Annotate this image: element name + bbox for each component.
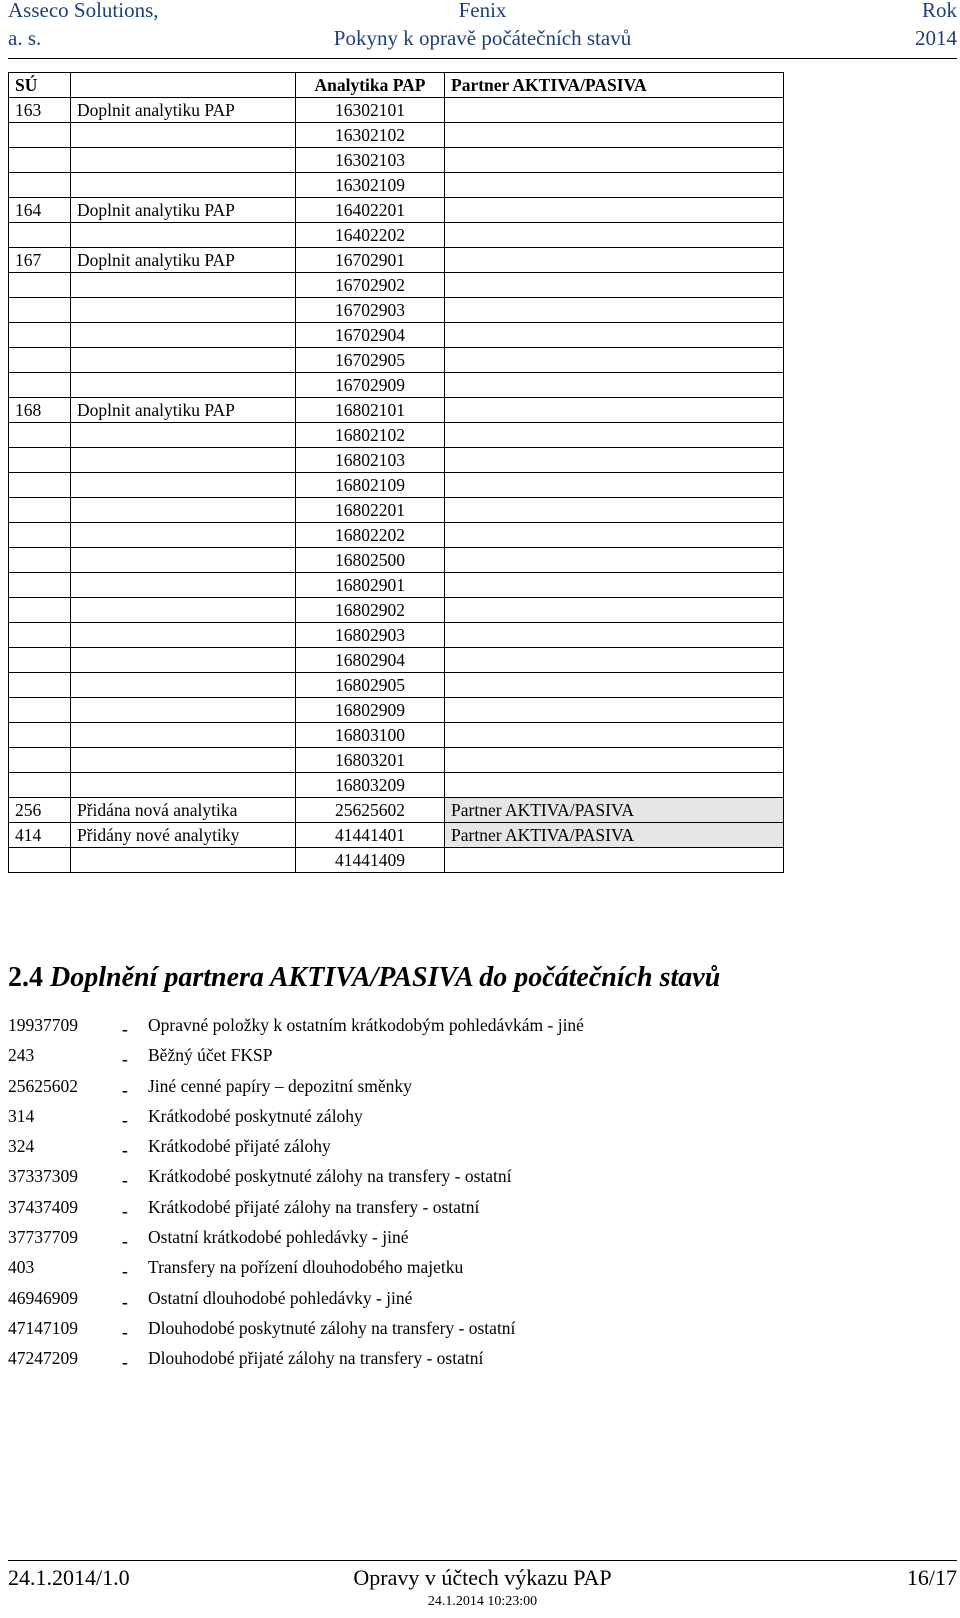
cell-partner	[445, 673, 784, 698]
account-description: Krátkodobé přijaté zálohy na transfery - ostatní	[148, 1196, 480, 1217]
table-row	[9, 673, 784, 698]
cell-analytika: 16802903	[296, 623, 445, 648]
cell-analytika: 16802905	[296, 673, 445, 698]
list-item	[8, 1227, 908, 1257]
cell-su	[9, 273, 71, 298]
company-suffix: a. s.	[8, 26, 42, 50]
column-header-partner: Partner AKTIVA/PASIVA	[445, 73, 784, 98]
cell-partner	[445, 173, 784, 198]
table-row	[9, 848, 784, 873]
account-code: 47247209	[8, 1348, 78, 1369]
cell-partner	[445, 273, 784, 298]
table-row	[9, 798, 784, 823]
cell-analytika: 16402202	[296, 223, 445, 248]
table-row	[9, 273, 784, 298]
table-row	[9, 173, 784, 198]
table-row	[9, 748, 784, 773]
cell-analytika: 41441401	[296, 823, 445, 848]
cell-analytika: 16302102	[296, 123, 445, 148]
cell-analytika: 16803201	[296, 748, 445, 773]
table-row	[9, 373, 784, 398]
cell-partner	[445, 623, 784, 648]
year-value: 2014	[915, 26, 957, 50]
cell-note	[71, 348, 296, 373]
account-code: 46946909	[8, 1287, 78, 1308]
table-header-row	[9, 73, 784, 98]
cell-partner	[445, 298, 784, 323]
table-row	[9, 448, 784, 473]
list-item	[8, 1197, 908, 1227]
cell-analytika: 16802901	[296, 573, 445, 598]
account-code: 324	[8, 1136, 35, 1157]
cell-analytika: 16702902	[296, 273, 445, 298]
cell-note	[71, 298, 296, 323]
cell-partner: Partner AKTIVA/PASIVA	[445, 823, 784, 848]
cell-partner	[445, 773, 784, 798]
cell-su	[9, 498, 71, 523]
account-code: 37437409	[8, 1196, 78, 1217]
cell-su: 163	[9, 98, 71, 123]
cell-analytika: 16702903	[296, 298, 445, 323]
cell-su	[9, 548, 71, 573]
cell-analytika: 16803100	[296, 723, 445, 748]
cell-note	[71, 273, 296, 298]
cell-partner	[445, 398, 784, 423]
cell-partner	[445, 123, 784, 148]
cell-note	[71, 573, 296, 598]
cell-partner: Partner AKTIVA/PASIVA	[445, 798, 784, 823]
cell-note: Přidána nová analytika	[71, 798, 296, 823]
cell-analytika: 16802102	[296, 423, 445, 448]
account-description: Běžný účet FKSP	[148, 1045, 273, 1066]
cell-partner	[445, 448, 784, 473]
table-row	[9, 598, 784, 623]
table-row	[9, 98, 784, 123]
dash-bullet: -	[122, 1170, 128, 1191]
cell-su	[9, 223, 71, 248]
table-row	[9, 348, 784, 373]
dash-bullet: -	[122, 1109, 128, 1130]
cell-note	[71, 848, 296, 873]
cell-note: Doplnit analytiku PAP	[71, 248, 296, 273]
account-description: Krátkodobé poskytnuté zálohy na transfery - ostatní	[148, 1166, 512, 1187]
cell-note	[71, 673, 296, 698]
cell-note	[71, 223, 296, 248]
column-header-note	[71, 73, 296, 98]
page-footer	[8, 1560, 957, 1618]
account-list	[8, 1015, 908, 1379]
cell-su: 168	[9, 398, 71, 423]
table-row	[9, 573, 784, 598]
cell-su: 414	[9, 823, 71, 848]
cell-su	[9, 623, 71, 648]
cell-su	[9, 473, 71, 498]
cell-su	[9, 523, 71, 548]
cell-su	[9, 773, 71, 798]
cell-note	[71, 448, 296, 473]
table-row	[9, 723, 784, 748]
dash-bullet: -	[122, 1200, 128, 1221]
cell-analytika: 16302109	[296, 173, 445, 198]
cell-su	[9, 173, 71, 198]
cell-note	[71, 698, 296, 723]
product-name: Fenix	[458, 0, 507, 22]
cell-note: Doplnit analytiku PAP	[71, 98, 296, 123]
cell-su	[9, 148, 71, 173]
table-row	[9, 523, 784, 548]
cell-partner	[445, 498, 784, 523]
cell-su	[9, 848, 71, 873]
cell-partner	[445, 723, 784, 748]
dash-bullet: -	[122, 1019, 128, 1039]
dash-bullet: -	[122, 1321, 128, 1342]
year-label: Rok	[921, 0, 957, 22]
cell-partner	[445, 598, 784, 623]
cell-partner	[445, 848, 784, 873]
list-item	[8, 1015, 908, 1045]
cell-note: Přidány nové analytiky	[71, 823, 296, 848]
cell-note	[71, 423, 296, 448]
list-item	[8, 1045, 908, 1075]
table-row	[9, 323, 784, 348]
cell-analytika: 16802500	[296, 548, 445, 573]
cell-su	[9, 698, 71, 723]
cell-partner	[445, 98, 784, 123]
column-header-analytika: Analytika PAP	[296, 73, 445, 98]
list-item	[8, 1166, 908, 1196]
table-row	[9, 248, 784, 273]
cell-analytika: 16802109	[296, 473, 445, 498]
cell-partner	[445, 148, 784, 173]
cell-su	[9, 298, 71, 323]
footer-timestamp: 24.1.2014 10:23:00	[427, 1594, 538, 1609]
table-row	[9, 648, 784, 673]
account-description: Jiné cenné papíry – depozitní směnky	[148, 1075, 412, 1096]
cell-note	[71, 473, 296, 498]
cell-partner	[445, 223, 784, 248]
table-row	[9, 123, 784, 148]
cell-su	[9, 648, 71, 673]
page-number: 16/17	[906, 1565, 957, 1590]
account-description: Opravné položky k ostatním krátkodobým pohledávkám - jiné	[148, 1015, 584, 1035]
cell-analytika: 16802904	[296, 648, 445, 673]
table-row	[9, 498, 784, 523]
cell-su	[9, 573, 71, 598]
cell-analytika: 16702901	[296, 248, 445, 273]
cell-note	[71, 623, 296, 648]
cell-partner	[445, 248, 784, 273]
dash-bullet: -	[122, 1291, 128, 1312]
account-description: Krátkodobé přijaté zálohy	[148, 1136, 331, 1157]
cell-analytika: 16702904	[296, 323, 445, 348]
cell-partner	[445, 348, 784, 373]
cell-analytika: 16302101	[296, 98, 445, 123]
page-header	[8, 0, 957, 59]
cell-note	[71, 373, 296, 398]
account-code: 47147109	[8, 1317, 78, 1338]
account-description: Transfery na pořízení dlouhodobého majetku	[148, 1257, 464, 1278]
table-row	[9, 548, 784, 573]
account-code: 314	[8, 1105, 35, 1126]
cell-su	[9, 373, 71, 398]
list-item	[8, 1257, 908, 1287]
dash-bullet: -	[122, 1352, 128, 1373]
account-code: 37737709	[8, 1227, 78, 1248]
cell-analytika: 16803209	[296, 773, 445, 798]
section-title: Doplnění partnera AKTIVA/PASIVA do počátečních stavů	[50, 962, 721, 993]
cell-su	[9, 598, 71, 623]
table-row	[9, 298, 784, 323]
cell-analytika: 16802909	[296, 698, 445, 723]
cell-su: 256	[9, 798, 71, 823]
cell-note	[71, 598, 296, 623]
cell-su	[9, 123, 71, 148]
table-row	[9, 823, 784, 848]
table-row	[9, 148, 784, 173]
list-item	[8, 1348, 908, 1378]
table-row	[9, 623, 784, 648]
account-description: Ostatní dlouhodobé pohledávky - jiné	[148, 1287, 413, 1308]
table-row	[9, 223, 784, 248]
table-row	[9, 698, 784, 723]
cell-su	[9, 323, 71, 348]
cell-partner	[445, 698, 784, 723]
pap-analytics-table	[8, 72, 784, 873]
cell-note	[71, 548, 296, 573]
cell-note	[71, 523, 296, 548]
cell-note	[71, 648, 296, 673]
dash-bullet: -	[122, 1261, 128, 1282]
dash-bullet: -	[122, 1079, 128, 1100]
cell-partner	[445, 573, 784, 598]
cell-analytika: 25625602	[296, 798, 445, 823]
table-row	[9, 473, 784, 498]
cell-su	[9, 748, 71, 773]
list-item	[8, 1076, 908, 1106]
cell-note	[71, 123, 296, 148]
cell-su	[9, 673, 71, 698]
cell-su	[9, 348, 71, 373]
table-row	[9, 423, 784, 448]
table-row	[9, 398, 784, 423]
cell-note	[71, 498, 296, 523]
cell-analytika: 41441409	[296, 848, 445, 873]
cell-note	[71, 173, 296, 198]
list-item	[8, 1106, 908, 1136]
table-row	[9, 198, 784, 223]
cell-note	[71, 748, 296, 773]
account-code: 25625602	[8, 1075, 78, 1096]
cell-analytika: 16802902	[296, 598, 445, 623]
cell-note	[71, 323, 296, 348]
cell-analytika: 16802101	[296, 398, 445, 423]
cell-analytika: 16702905	[296, 348, 445, 373]
cell-partner	[445, 423, 784, 448]
cell-su	[9, 723, 71, 748]
cell-partner	[445, 523, 784, 548]
cell-analytika: 16802103	[296, 448, 445, 473]
document-version: 24.1.2014/1.0	[8, 1565, 130, 1590]
account-description: Krátkodobé poskytnuté zálohy	[148, 1105, 363, 1126]
table-row	[9, 773, 784, 798]
cell-partner	[445, 373, 784, 398]
account-code: 243	[8, 1045, 35, 1066]
cell-analytika: 16702909	[296, 373, 445, 398]
cell-analytika: 16302103	[296, 148, 445, 173]
cell-analytika: 16802202	[296, 523, 445, 548]
cell-note	[71, 148, 296, 173]
list-item	[8, 1318, 908, 1348]
cell-partner	[445, 323, 784, 348]
dash-bullet: -	[122, 1231, 128, 1252]
cell-su: 167	[9, 248, 71, 273]
account-description: Dlouhodobé poskytnuté zálohy na transfery - ostatní	[148, 1317, 516, 1338]
cell-partner	[445, 548, 784, 573]
account-description: Ostatní krátkodobé pohledávky - jiné	[148, 1227, 409, 1248]
cell-partner	[445, 648, 784, 673]
cell-analytika: 16802201	[296, 498, 445, 523]
account-code: 403	[8, 1257, 35, 1278]
cell-analytika: 16402201	[296, 198, 445, 223]
column-header-su: SÚ	[9, 73, 71, 98]
cell-partner	[445, 473, 784, 498]
cell-su	[9, 423, 71, 448]
cell-partner	[445, 198, 784, 223]
list-item	[8, 1136, 908, 1166]
account-description: Dlouhodobé přijaté zálohy na transfery - ostatní	[148, 1348, 484, 1369]
cell-su: 164	[9, 198, 71, 223]
account-code: 19937709	[8, 1015, 78, 1035]
list-item	[8, 1288, 908, 1318]
dash-bullet: -	[122, 1049, 128, 1070]
dash-bullet: -	[122, 1140, 128, 1161]
section-number: 2.4	[8, 962, 43, 993]
section-heading	[8, 962, 720, 994]
document-title: Pokyny k opravě počátečních stavů	[333, 26, 632, 50]
account-code: 37337309	[8, 1166, 78, 1187]
cell-note	[71, 723, 296, 748]
cell-note	[71, 773, 296, 798]
cell-partner	[445, 748, 784, 773]
cell-note: Doplnit analytiku PAP	[71, 198, 296, 223]
company-name: Asseco Solutions,	[8, 0, 159, 22]
footer-title: Opravy v účtech výkazu PAP	[353, 1565, 612, 1590]
cell-note: Doplnit analytiku PAP	[71, 398, 296, 423]
cell-su	[9, 448, 71, 473]
